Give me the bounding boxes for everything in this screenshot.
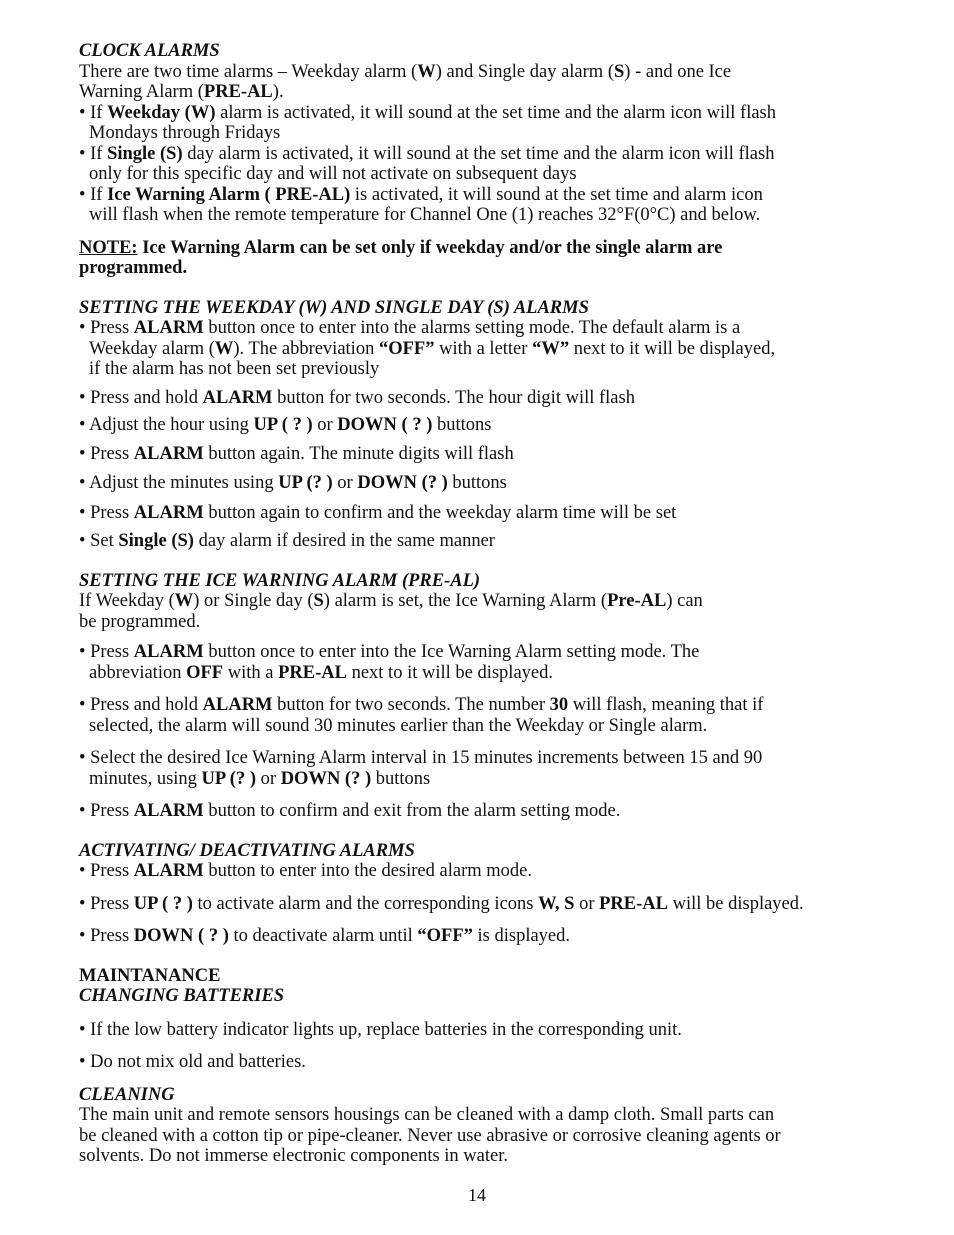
page-number: 14 <box>468 1185 486 1205</box>
clock-alarms-intro: There are two time alarms – Weekday alarm (W) and Single day alarm (S) - and one Ice Warning Alarm (PRE-AL). <box>79 61 732 102</box>
cleaning-paragraph: The main unit and remote sensors housings can be cleaned with a damp cloth. Small parts can be cleaned with a cotton tip or pipe-cleaner. Never use abrasive or corrosive cleaning agents or solvents. Do not immerse electronic components in water. <box>79 1105 781 1166</box>
setting-weekday-step-2: • Press and hold ALARM button for two seconds. The hour digit will flash <box>79 387 635 408</box>
manual-page <box>79 41 909 1167</box>
activating-step-2: • Press UP ( ? ) to activate alarm and the corresponding icons W, S or PRE-AL will be displayed. <box>79 893 804 914</box>
setting-weekday-step-7: • Set Single (S) day alarm if desired in the same manner <box>79 531 495 551</box>
maintenance-heading: MAINTANANCE <box>79 965 221 986</box>
setting-ice-step-3: • Select the desired Ice Warning Alarm interval in 15 minutes increments between 15 and 90 minutes, using UP (? ) or DOWN (? ) buttons <box>79 748 763 789</box>
cleaning-heading: CLEANING <box>79 1084 175 1105</box>
batteries-bullet-1: • If the low battery indicator lights up, replace batteries in the corresponding unit. <box>79 1019 682 1040</box>
clock-alarms-bullet-ice: • If Ice Warning Alarm ( PRE-AL) is activated, it will sound at the set time and alarm icon will flash when the remote temperature for Channel One (1) reaches 32°F(0°C) and below. <box>79 184 763 225</box>
setting-weekday-step-6: • Press ALARM button again to confirm and the weekday alarm time will be set <box>79 502 677 523</box>
clock-alarms-bullet-weekday: • If Weekday (W) alarm is activated, it will sound at the set time and the alarm icon will flash Mondays through Fridays <box>79 102 777 143</box>
note-paragraph: NOTE: Ice Warning Alarm can be set only if weekday and/or the single alarm are programmed. <box>79 237 723 278</box>
setting-weekday-step-5: • Adjust the minutes using UP (? ) or DOWN (? ) buttons <box>79 473 507 493</box>
note-label: NOTE: <box>79 237 138 258</box>
changing-batteries-heading: CHANGING BATTERIES <box>79 986 285 1006</box>
setting-ice-heading: SETTING THE ICE WARNING ALARM (PRE-AL) <box>79 570 481 591</box>
setting-ice-intro: If Weekday (W) or Single day (S) alarm is set, the Ice Warning Alarm (Pre-AL) can be programmed. <box>79 591 703 632</box>
clock-alarms-heading: CLOCK ALARMS <box>79 41 220 61</box>
setting-weekday-step-3: • Adjust the hour using UP ( ? ) or DOWN ( ? ) buttons <box>79 415 492 435</box>
setting-ice-step-1: • Press ALARM button once to enter into the Ice Warning Alarm setting mode. The abbreviation OFF with a PRE-AL next to it will be displayed. <box>79 642 700 683</box>
setting-weekday-step-1: • Press ALARM button once to enter into the alarms setting mode. The default alarm is a Weekday alarm (W). The abbreviation “OFF” with a letter “W” next to it will be displayed, if the alarm has not been set previously <box>79 318 776 379</box>
setting-weekday-heading: SETTING THE WEEKDAY (W) AND SINGLE DAY (S) ALARMS <box>79 297 589 318</box>
activating-step-3: • Press DOWN ( ? ) to deactivate alarm until “OFF” is displayed. <box>79 926 571 946</box>
setting-ice-step-2: • Press and hold ALARM button for two seconds. The number 30 will flash, meaning that if selected, the alarm will sound 30 minutes earlier than the Weekday or Single alarm. <box>79 695 764 736</box>
setting-ice-step-4: • Press ALARM button to confirm and exit from the alarm setting mode. <box>79 801 621 821</box>
batteries-bullet-2: • Do not mix old and batteries. <box>79 1052 306 1072</box>
activating-step-1: • Press ALARM button to enter into the desired alarm mode. <box>79 861 532 881</box>
activating-heading: ACTIVATING/ DEACTIVATING ALARMS <box>79 840 415 861</box>
clock-alarms-bullet-single: • If Single (S) day alarm is activated, it will sound at the set time and the alarm icon will flash only for this specific day and will not activate on subsequent days <box>79 143 775 184</box>
setting-weekday-step-4: • Press ALARM button again. The minute digits will flash <box>79 443 514 464</box>
